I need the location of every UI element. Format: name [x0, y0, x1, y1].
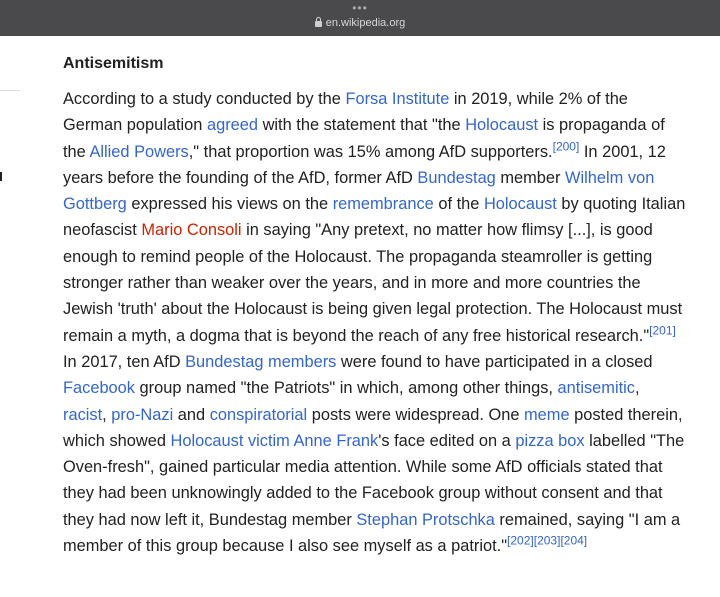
citation-link[interactable]: [203]: [533, 533, 561, 548]
article-link[interactable]: Holocaust victim: [170, 431, 290, 450]
paragraph-text: by quoting Italian neofascist: [63, 195, 686, 240]
paragraph-text: posts were widespread. One: [307, 405, 525, 424]
paragraph-text: of the: [433, 195, 484, 214]
article-link[interactable]: meme: [524, 405, 570, 424]
article-link[interactable]: Anne Frank: [293, 431, 379, 450]
paragraph-text: with the statement that "the: [258, 116, 466, 135]
paragraph-text: remained, saying "I am a member of this group because I also see myself as a patriot.": [63, 510, 681, 556]
article-link[interactable]: Holocaust: [465, 116, 539, 135]
paragraph-text: posted therein, which showed: [63, 405, 683, 450]
citation-link[interactable]: [200]: [552, 139, 580, 154]
section-heading: Antisemitism: [63, 55, 164, 72]
url-text: en.wikipedia.org: [325, 17, 406, 29]
paragraph-text: In 2001, 12 years before the founding of the AfD, former AfD: [63, 142, 666, 187]
article-link[interactable]: pro-Nazi: [111, 405, 174, 424]
article-link[interactable]: Allied Powers: [89, 142, 189, 161]
paragraph-text: member: [495, 168, 566, 187]
article-link[interactable]: conspiratorial: [209, 405, 308, 424]
article-link[interactable]: agreed: [206, 116, 259, 135]
article-paragraph: [63, 86, 687, 559]
lock-icon: [315, 21, 322, 27]
article-link[interactable]: Forsa Institute: [345, 90, 450, 108]
citation-link[interactable]: [201]: [649, 323, 676, 338]
citation-link[interactable]: [202]: [507, 533, 534, 548]
sidebar-divider: [0, 90, 20, 91]
article-link[interactable]: Bundestag: [417, 168, 496, 187]
paragraph-text: ,: [102, 405, 112, 424]
browser-top-bar: [0, 0, 720, 36]
paragraph-text: 's face edited on a: [378, 431, 516, 450]
article-link[interactable]: Wilhelm von Gottberg: [63, 168, 655, 214]
citation-link[interactable]: [204]: [560, 533, 588, 548]
paragraph-text: In 2017, ten AfD: [63, 352, 186, 371]
paragraph-text: in 2019, while 2% of the German population: [63, 90, 628, 135]
paragraph-text: in saying "Any pretext, no matter how flimsy [...], is good enough to remind people of the Holocaust. The propaganda steamroller is getting stronger rather than weaker over the years, and in more and more countries the Jewish 'truth' about the Holocaust is being given legal protection. The Holocaust must remain a myth, a dogma that is beyond the reach of any free historical research.": [63, 221, 683, 345]
paragraph-text: According to a study conducted by the: [63, 90, 346, 108]
article-link[interactable]: Bundestag members: [185, 352, 337, 371]
paragraph-text: labelled "The Oven-fresh", gained particular media attention. While some AfD officials stated that they had been unknowingly added to the Facebook group without consent and that they had now left it, Bundestag member: [63, 431, 685, 529]
article-link[interactable]: Facebook: [63, 379, 135, 398]
paragraph-text: were found to have participated in a closed: [336, 352, 653, 371]
paragraph-text: and: [173, 405, 210, 424]
red-link[interactable]: Mario Consoli: [141, 221, 242, 240]
article-link[interactable]: Stephan Protschka: [356, 510, 495, 529]
article-link[interactable]: remembrance: [332, 195, 434, 214]
address-bar[interactable]: [0, 16, 720, 30]
article-link[interactable]: Holocaust: [483, 195, 557, 214]
tab-menu-dots[interactable]: •••: [352, 1, 368, 15]
article-link[interactable]: pizza box: [515, 431, 585, 450]
paragraph-text: ," that proportion was 15% among AfD supporters.: [188, 142, 553, 161]
paragraph-text: is propaganda of the: [63, 116, 665, 161]
paragraph-text: ,: [634, 379, 640, 398]
article-link[interactable]: antisemitic: [557, 379, 635, 398]
paragraph-text: group named "the Patriots" in which, among other things,: [134, 379, 558, 398]
article-link[interactable]: racist: [63, 405, 103, 424]
sidebar-edge-mark: [0, 172, 2, 181]
paragraph-text: expressed his views on the: [126, 195, 333, 214]
